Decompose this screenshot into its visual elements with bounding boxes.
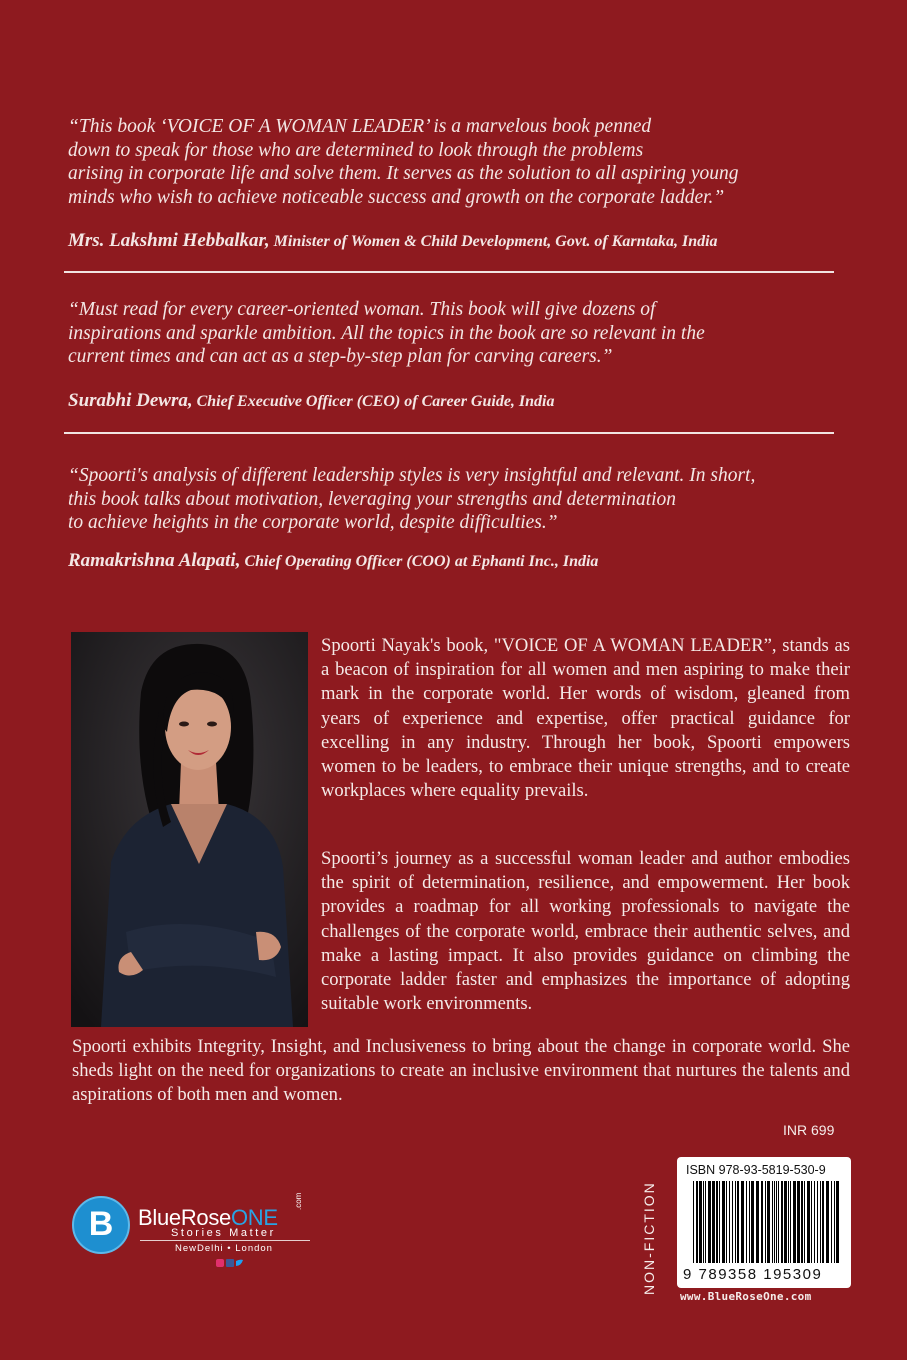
isbn-barcode	[677, 1157, 851, 1288]
bio-paragraph-3: Spoorti exhibits Integrity, Insight, and Inclusiveness to bring about the change in corporate world. She sheds light on the need for organizations to create an inclusive environment that nurtures the talents and aspirations of both men and women.	[72, 1036, 850, 1106]
divider	[64, 271, 834, 273]
barcode-bar	[751, 1181, 754, 1263]
author-photo	[71, 632, 308, 1027]
review-1-attribution	[68, 230, 868, 252]
barcode-bar	[729, 1181, 730, 1263]
barcode-bar	[761, 1181, 763, 1263]
divider	[64, 432, 834, 434]
barcode-bar	[699, 1181, 702, 1263]
publisher-name: BlueRoseONE	[138, 1205, 278, 1230]
barcode-bar	[735, 1181, 736, 1263]
barcode-bar	[804, 1181, 805, 1263]
barcode-bar	[708, 1181, 711, 1263]
review-3-attribution	[68, 550, 868, 572]
barcode-bar	[722, 1181, 725, 1263]
barcode-bar	[772, 1181, 773, 1263]
barcode-bar	[712, 1181, 715, 1263]
barcode-bar	[778, 1181, 779, 1263]
barcode-bar	[811, 1181, 812, 1263]
barcode-bar	[784, 1181, 787, 1263]
publisher-divider	[140, 1240, 310, 1241]
barcode-bar	[826, 1181, 829, 1263]
barcode-bar	[834, 1181, 835, 1263]
barcode-bar	[817, 1181, 818, 1263]
barcode-bar	[781, 1181, 783, 1263]
barcode-bar	[765, 1181, 766, 1263]
review-3-quote: “Spoorti's analysis of different leadership styles is very insightful and relevant. In short, this book talks about motivation, leveraging your strengths and determination to achieve heights in the corporate world, despite difficulties.”	[68, 465, 756, 533]
review-2-quote: “Must read for every career-oriented woman. This book will give dozens of inspirations and sparkle ambition. All the topics in the book are so relevant in the current times and can act as a step-by-step plan for carving careers.”	[68, 299, 705, 367]
barcode-bar	[814, 1181, 815, 1263]
barcode-digits: 9 789358 195309	[683, 1266, 823, 1283]
barcode-bars	[691, 1181, 841, 1267]
barcode-bar	[797, 1181, 800, 1263]
barcode-bar	[746, 1181, 747, 1263]
review-1-quote: “This book ‘VOICE OF A WOMAN LEADER’ is a marvelous book penned down to speak for those who are determined to look through the problems arising in corporate life and solve them. It serves as the solution to all aspiring young minds who wish to achieve noticeable success and growth on the corporate ladder.”	[68, 116, 739, 208]
barcode-bar	[737, 1181, 739, 1263]
barcode-bar	[793, 1181, 796, 1263]
barcode-bar	[767, 1181, 770, 1263]
twitter-icon[interactable]	[236, 1260, 243, 1266]
publisher-tagline: Stories Matter	[171, 1227, 276, 1239]
barcode-bar	[801, 1181, 803, 1263]
genre-label: NON-FICTION	[641, 1181, 657, 1295]
author-portrait-illustration	[71, 632, 308, 1027]
reviewer-title: Chief Executive Officer (CEO) of Career Guide, India	[196, 393, 555, 410]
barcode-bar	[820, 1181, 821, 1263]
reviewer-name: Ramakrishna Alapati,	[68, 550, 241, 571]
bio-paragraph-1: Spoorti Nayak's book, "VOICE OF A WOMAN LEADER”, stands as a beacon of inspiration for all women and men aspiring to make their mark in the corporate world. Her words of wisdom, gleaned from years of experience and expertise, offer practical guidance for excelling in any industry. Through her book, Spoorti empowers women to be leaders, to embrace their unique strengths, and to create workplaces where equality prevails.	[321, 635, 850, 802]
publisher-logo-icon: B	[72, 1196, 130, 1254]
instagram-icon[interactable]	[216, 1259, 224, 1267]
barcode-bar	[732, 1181, 733, 1263]
barcode-bar	[807, 1181, 810, 1263]
reviewer-title: Minister of Women & Child Development, Govt. of Karntaka, India	[273, 233, 718, 250]
barcode-bar	[749, 1181, 750, 1263]
barcode-bar	[836, 1181, 839, 1263]
publisher-website[interactable]: www.BlueRoseOne.com	[680, 1290, 812, 1303]
reviewer-title: Chief Operating Officer (COO) at Ephanti Inc., India	[244, 553, 599, 570]
barcode-bar	[696, 1181, 698, 1263]
reviewer-name: Surabhi Dewra,	[68, 390, 193, 411]
review-2-attribution	[68, 390, 868, 412]
social-icons	[216, 1258, 244, 1268]
publisher-domain-suffix: .com	[294, 1192, 303, 1210]
barcode-bar	[790, 1181, 791, 1263]
facebook-icon[interactable]	[226, 1259, 234, 1267]
barcode-bar	[726, 1181, 727, 1263]
barcode-bar	[774, 1181, 775, 1263]
barcode-bar	[776, 1181, 777, 1263]
barcode-bar	[822, 1181, 824, 1263]
barcode-bar	[705, 1181, 706, 1263]
barcode-bar	[703, 1181, 704, 1263]
bio-paragraph-2: Spoorti’s journey as a successful woman leader and author embodies the spirit of determination, resilience, and empowerment. Her book provides a roadmap for all working professionals to navigate the challenges of the corporate world, embrace their authentic selves, and make a lasting impact. It also provides guidance on climbing the corporate ladder faster and emphasizes the importance of adopting suitable work environments.	[321, 848, 850, 1015]
reviewer-name: Mrs. Lakshmi Hebbalkar,	[68, 230, 270, 251]
barcode-bar	[741, 1181, 744, 1263]
barcode-bar	[756, 1181, 759, 1263]
publisher-cities: NewDelhi • London	[175, 1243, 273, 1254]
isbn-number: ISBN 978-93-5819-530-9	[686, 1163, 826, 1177]
barcode-bar	[831, 1181, 832, 1263]
barcode-bar	[693, 1181, 694, 1263]
barcode-bar	[716, 1181, 718, 1263]
barcode-bar	[788, 1181, 789, 1263]
barcode-bar	[719, 1181, 720, 1263]
price-label: INR 699	[783, 1122, 835, 1138]
